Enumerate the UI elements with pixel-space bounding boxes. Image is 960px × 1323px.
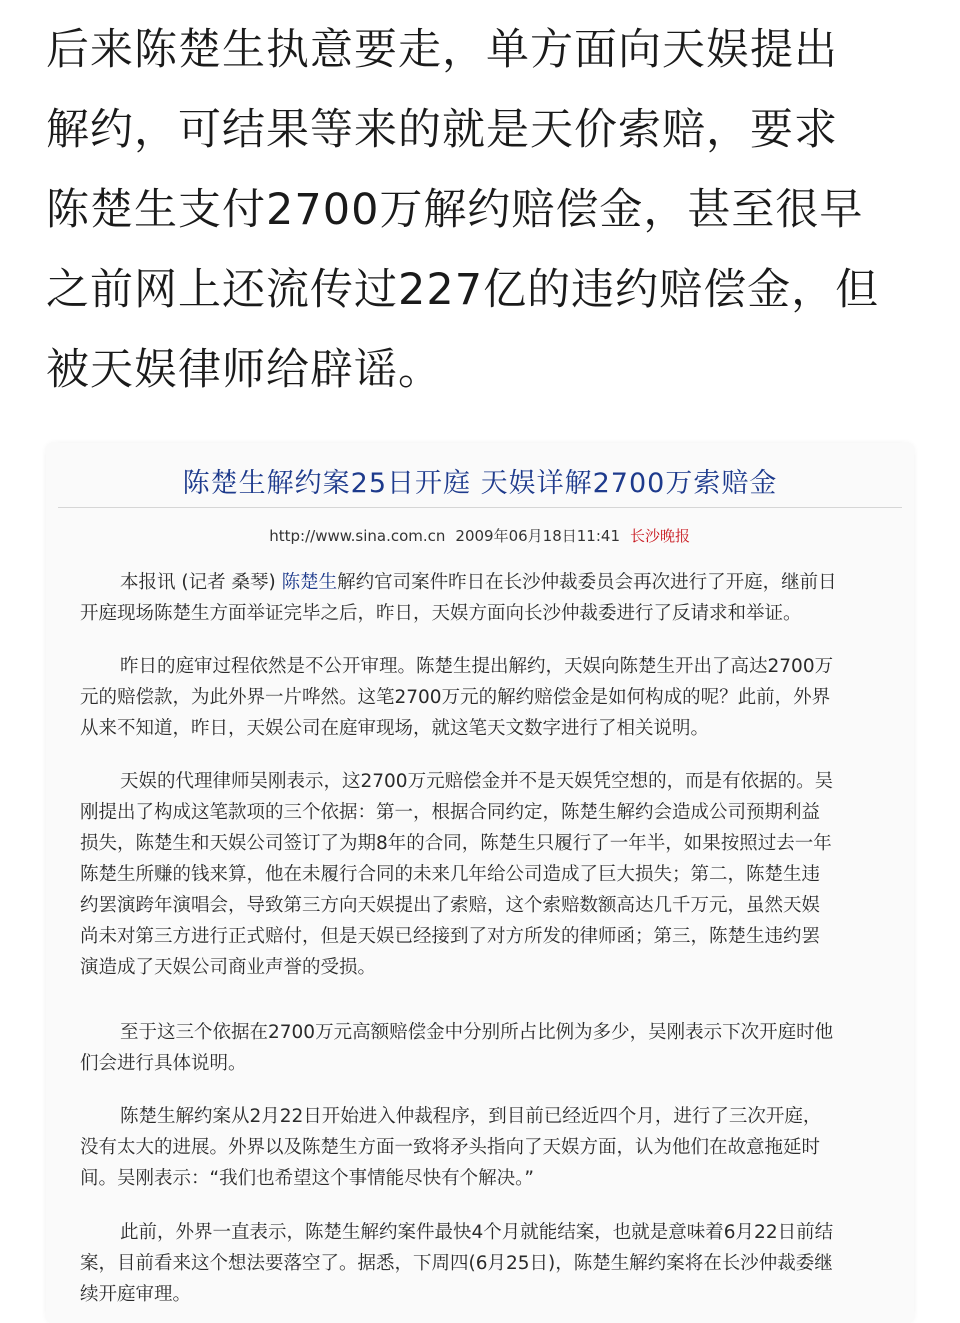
paragraph-line: 陈楚生所赚的钱来算，他在未履行合同的未来几年给公司造成了巨大损失；第二，陈楚生违: [80, 864, 821, 885]
paragraph-2: [80, 651, 880, 744]
paragraph-line: 续开庭审理。: [80, 1284, 192, 1305]
intro-line: 之前网上还流传过227亿的违约赔偿金，但: [46, 265, 880, 315]
title-divider: [58, 507, 902, 508]
paragraph-line: 演造成了天娱公司商业声誉的受损。: [80, 957, 377, 978]
lead-text-rest: 解约官司案件昨日在长沙仲裁委员会再次进行了开庭，继前日: [337, 572, 837, 593]
intro-line: 被天娱律师给辟谣。: [46, 345, 442, 395]
paragraph-line: 损失，陈楚生和天娱公司签订了为期8年的合同，陈楚生只履行了一年半，如果按照过去一年: [80, 833, 832, 854]
paragraph-3: [80, 766, 880, 983]
paragraph-line: 间。吴刚表示：“我们也希望这个事情能尽快有个解决。”: [80, 1168, 534, 1189]
paragraph-6: [80, 1217, 880, 1310]
paragraph-line: 天娱的代理律师吴刚表示，这2700万元赔偿金并不是天娱凭空想的，而是有依据的。吴: [120, 771, 834, 792]
paragraph-line: 们会进行具体说明。: [80, 1053, 247, 1074]
paragraph-line: 开庭现场陈楚生方面举证完毕之后，昨日，天娱方面向长沙仲裁委进行了反请求和举证。: [80, 603, 802, 624]
intro-line: 解约，可结果等来的就是天价索赔，要求: [46, 105, 838, 155]
paragraph-line: 尚未对第三方进行正式赔付，但是天娱已经接到了对方所发的律师函；第三，陈楚生违约罢: [80, 926, 821, 947]
article-meta: [269, 525, 690, 546]
news-article-image[interactable]: [46, 443, 914, 1323]
paragraph-4: [80, 1017, 880, 1079]
intro-line: 后来陈楚生执意要走，单方面向天娱提出: [46, 25, 838, 75]
paragraph-line: 案，目前看来这个想法要落空了。据悉，下周四(6月25日)，陈楚生解约案将在长沙仲裁委继: [80, 1253, 833, 1274]
paragraph-line: 昨日的庭审过程依然是不公开审理。陈楚生提出解约，天娱向陈楚生开出了高达2700万: [120, 656, 834, 677]
paragraph-line: 元的赔偿款，为此外界一片哗然。这笔2700万元的解约赔偿金是如何构成的呢？此前，外界: [80, 687, 831, 708]
paragraph-line: 没有太大的进展。外界以及陈楚生方面一致将矛头指向了天娱方面，认为他们在故意拖延时: [80, 1137, 821, 1158]
paragraph-line: 陈楚生解约案从2月22日开始进入仲裁程序，到目前已经近四个月，进行了三次开庭，: [120, 1106, 822, 1127]
paragraph-line: 此前，外界一直表示，陈楚生解约案件最快4个月就能结案，也就是意味着6月22日前结: [120, 1222, 834, 1243]
intro-line: 陈楚生支付2700万解约赔偿金，甚至很早: [46, 185, 864, 235]
article-source[interactable]: 长沙晚报: [629, 527, 690, 545]
paragraph-line: [80, 567, 880, 598]
intro-text: [46, 10, 926, 410]
article-url[interactable]: http://www.sina.com.cn: [269, 527, 446, 545]
paragraph-line: 约罢演跨年演唱会，导致第三方向天娱提出了索赔，这个索赔数额高达几千万元，虽然天娱: [80, 895, 821, 916]
paragraph-line: 至于这三个依据在2700万元高额赔偿金中分别所占比例为多少，吴刚表示下次开庭时他: [120, 1022, 834, 1043]
person-link[interactable]: 陈楚生: [281, 572, 338, 593]
paragraph-1: [80, 567, 880, 629]
paragraph-line: 从来不知道，昨日，天娱公司在庭审现场，就这笔天文数字进行了相关说明。: [80, 718, 710, 739]
paragraph-line: 刚提出了构成这笔款项的三个依据：第一，根据合同约定，陈楚生解约会造成公司预期利益: [80, 802, 821, 823]
lead-text: 本报讯 (记者 桑琴): [120, 572, 282, 593]
paragraph-5: [80, 1101, 880, 1194]
article-date: 2009年06月18日11:41: [455, 527, 620, 545]
article-title: 陈楚生解约案25日开庭 天娱详解2700万索赔金: [182, 468, 778, 499]
